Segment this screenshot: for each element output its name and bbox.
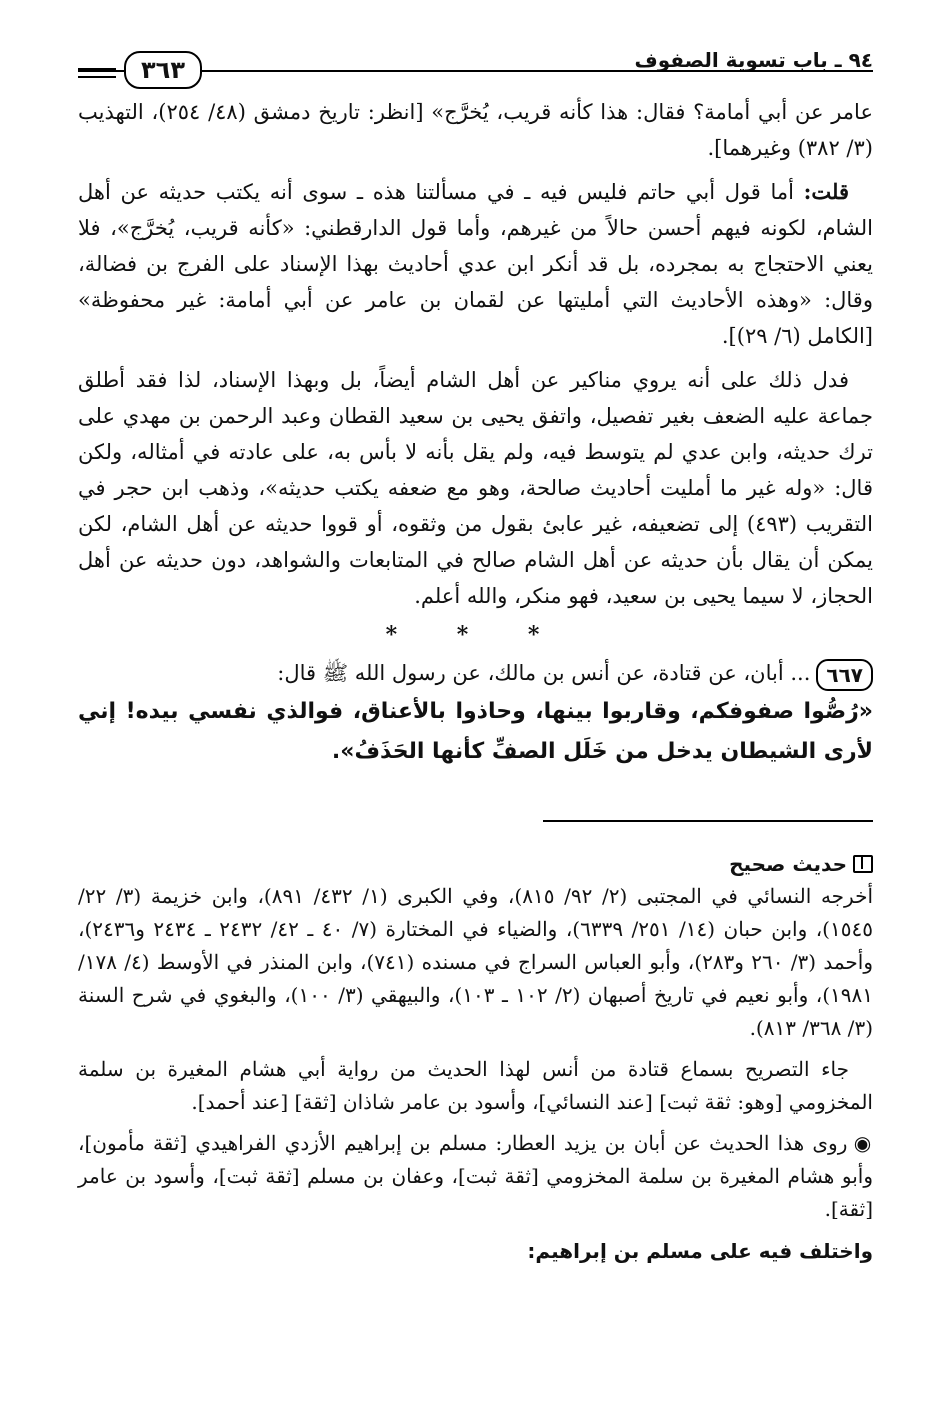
hadith-grade [78,848,873,880]
hadith-isnad-line [78,654,873,692]
paragraph-2-text: أما قول أبي حاتم فليس فيه ـ في مسألتنا هذه ـ سوى أنه يكتب حديثه عن أهل الشام، لكونه فيهم أحسن حالاً من غيرهم، وأما قول الدارقطني: «كأنه قريب، يُخرَّج»، فلا يعني الاحتجاج به بمجرده، بل قد أنكر ابن عدي أحاديث بهذا الإسناد على الفرج بن فضالة، وقال: «وهذه الأحاديث التي أمليتها عن لقمان بن عامر عن أبي أمامة: غير محفوظة» [الكامل (٦/ ٢٩)]. [78,180,873,348]
paragraph-1: عامر عن أبي أمامة؟ فقال: هذا كأنه قريب، يُخرَّج» [انظر: تاريخ دمشق (٤٨/ ٢٥٤)، التهذيب (٣/ ٣٨٢) وغيرهما]. [78,100,873,160]
rawa-paragraph [78,1127,873,1226]
bullet-icon: ◉ [853,1131,874,1155]
ikhtilaf-heading: واختلف فيه على مسلم بن إبراهيم: [527,1239,873,1263]
takhrij-paragraph: أخرجه النسائي في المجتبى (٢/ ٩٢/ ٨١٥)، وفي الكبرى (١/ ٤٣٢/ ٨٩١)، وابن خزيمة (٣/ ٢٢/ ١٥٤٥)، وابن حبان (١٤/ ٢٥١/ ٦٣٣٩)، والضياء في المختارة (٧/ ٤٠ ـ ٤٢/ ٢٤٣٢ ـ ٢٤٣٤ و٢٤٣٦)، وأحمد (٣/ ٢٦٠ و٢٨٣)، وأبو العباس السراج في مسنده (٧٤١)، وابن المنذر في الأوسط (٤/ ١٧٨/ ١٩٨١)، وأبو نعيم في تاريخ أصبهان (٢/ ١٠٢ ـ ١٠٣)، والبيهقي (٣/ ١٠٠)، والبغوي في شرح السنة (٣/ ٣٦٨/ ٨١٣). [78,884,873,1040]
hadith-block [78,654,873,772]
section-separator-stars: * * * [385,622,566,648]
footnote-section [78,848,873,1268]
page-number-ornament [78,48,278,88]
page-header [78,40,873,88]
page-number: ٣٦٣ [124,51,202,89]
grade-label: حديث صحيح [729,852,847,876]
paragraph-2 [78,174,873,354]
ornament-lines [78,68,116,78]
hadith-isnad: ... أبان، عن قتادة، عن أنس بن مالك، عن رسول الله ﷺ قال: [277,661,811,685]
qult-label: قلت: [803,179,849,204]
chapter-title: ٩٤ ـ باب تسوية الصفوف [634,48,873,72]
rawa-text: روى هذا الحديث عن أبان بن يزيد العطار: مسلم بن إبراهيم الأزدي الفراهيدي [ثقة مأمون]، وأبو هشام المغيرة بن سلمة المخزومي [ثقة ثبت]، وعفان بن مسلم [ثقة ثبت]، وأسود بن عامر [ثقة]. [78,1131,873,1221]
book-icon [853,855,873,873]
footnote-separator [543,820,873,822]
main-text [78,94,873,648]
paragraph-3: فدل ذلك على أنه يروي مناكير عن أهل الشام أيضاً، بل وبهذا الإسناد، لذا فقد أطلق جماعة عليه الضعف بغير تفصيل، واتفق يحيى بن سعيد القطان وعبد الرحمن بن مهدي على ترك حديثه، وابن عدي لم يتوسط فيه، ولم يقل بأنه لا بأس به، على عادته في أمثاله، ولكن قال: «وله غير ما أمليت أحاديث صالحة، وهو مع ضعفه يكتب حديثه»، وذهب ابن حجر في التقريب (٤٩٣) إلى تضعيفه، غير عابئ بقول من وثقوه، أو قووا حديثه عن أهل الشام، لكن يمكن أن يقال بأن حديثه عن أهل الشام صالح في المتابعات والشواهد، دون حديثه عن أهل الحجاز، لا سيما يحيى بن سعيد، فهو منكر، والله أعلم. [78,368,873,608]
hadith-number: ٦٦٧ [816,659,873,691]
hadith-matn: «رُصُّوا صفوفكم، وقاربوا بينها، وحاذوا بالأعناق، فوالذي نفسي بيده! إني لأرى الشيطان يدخل من خَلَل الصفِّ كأنها الحَذَفُ». [78,699,873,764]
book-page [78,40,873,1268]
tasrih-paragraph: جاء التصريح بسماع قتادة من أنس لهذا الحديث من رواية أبي هشام المغيرة بن سلمة المخزومي [وهو: ثقة ثبت] [عند النسائي]، وأسود بن عامر شاذان [ثقة] [عند أحمد]. [78,1057,873,1114]
